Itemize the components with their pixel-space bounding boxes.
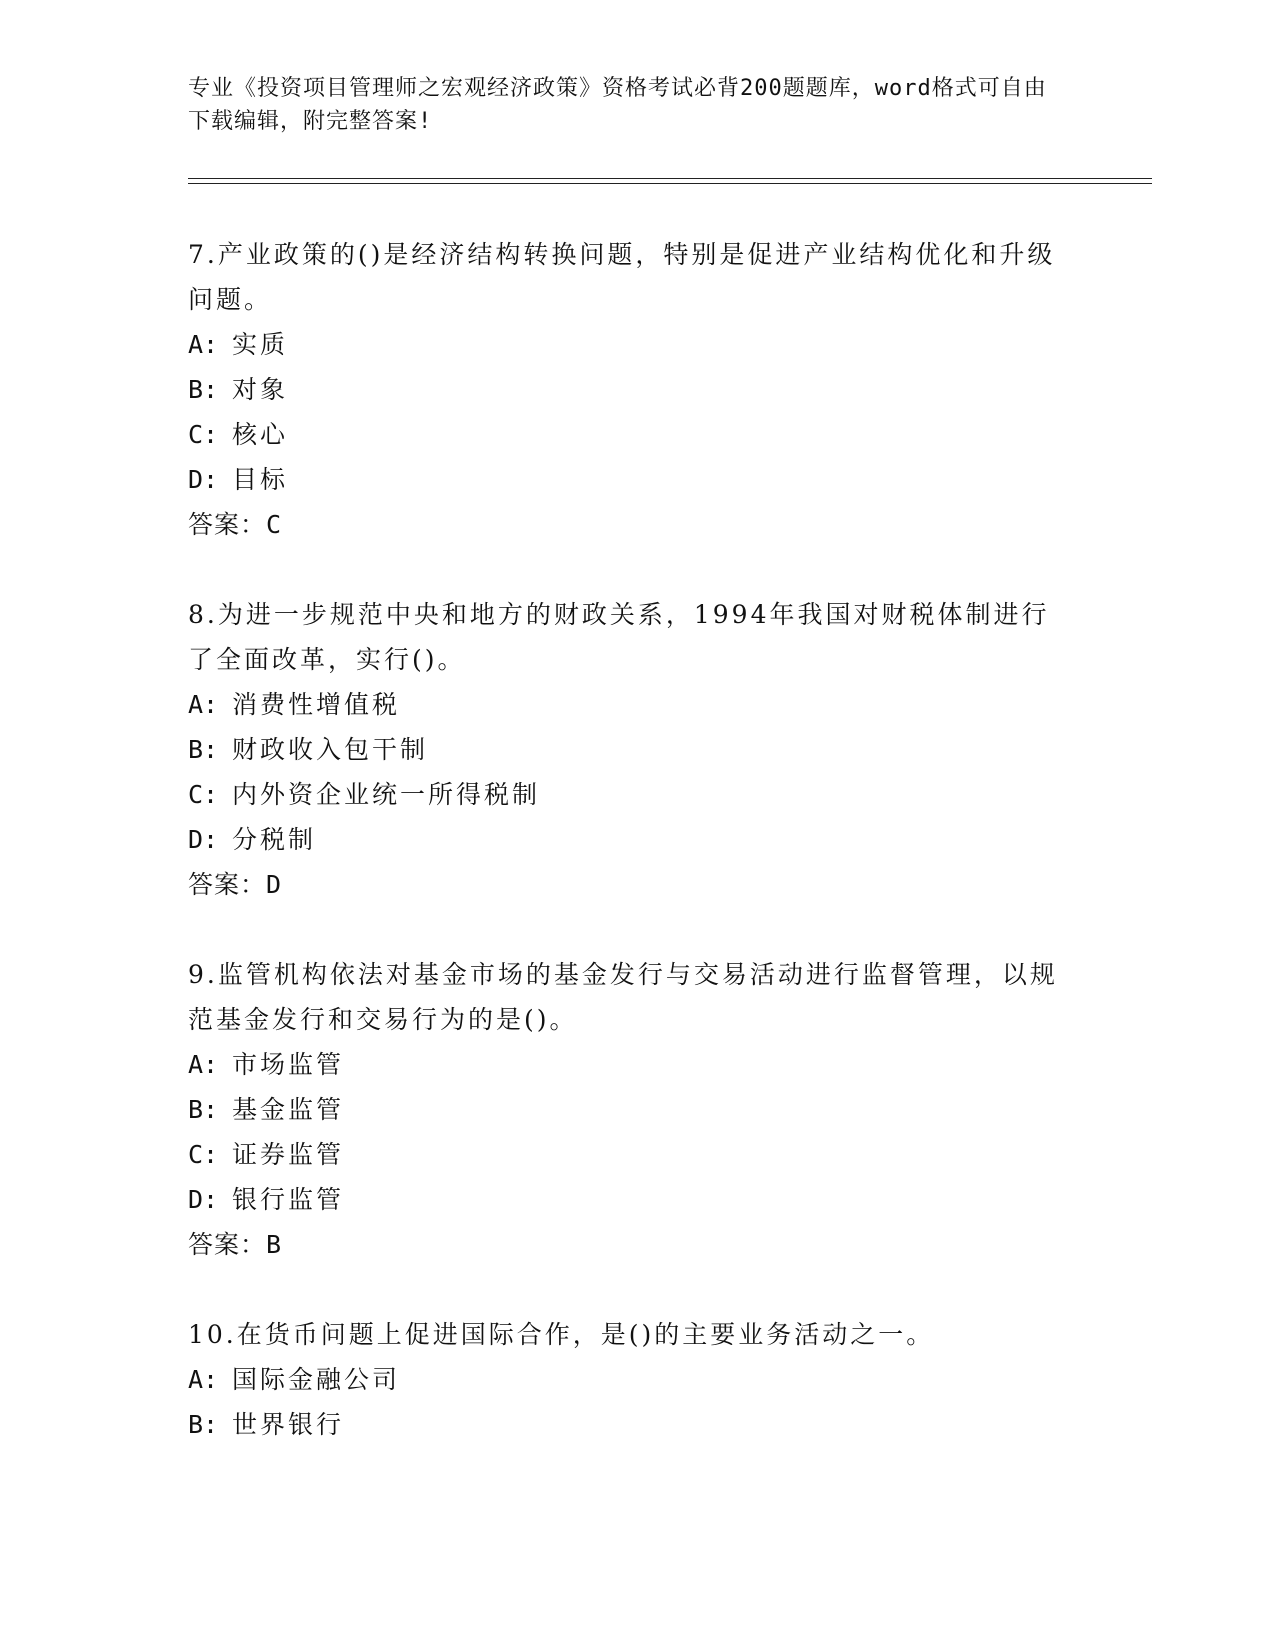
option-a: [188, 1357, 1068, 1402]
option-text: 世界银行: [232, 1410, 345, 1439]
option-letter: A:: [188, 1365, 219, 1394]
answer-label: 答案：: [188, 870, 267, 899]
option-c: [188, 772, 1068, 817]
question-stem: 7.产业政策的()是经济结构转换问题，特别是促进产业结构优化和升级问题。: [188, 240, 1056, 314]
question-item: [188, 592, 1068, 907]
option-letter: C:: [188, 420, 219, 449]
option-b: [188, 1087, 1068, 1132]
question-item: [188, 1312, 1068, 1447]
option-text: 国际金融公司: [232, 1365, 401, 1394]
option-letter: A:: [188, 690, 219, 719]
option-letter: D:: [188, 825, 219, 854]
option-text: 财政收入包干制: [232, 735, 429, 764]
option-a: [188, 322, 1068, 367]
option-text: 基金监管: [232, 1095, 345, 1124]
option-letter: B:: [188, 1095, 219, 1124]
option-text: 分税制: [232, 825, 317, 854]
option-letter: B:: [188, 735, 219, 764]
option-letter: D:: [188, 1185, 219, 1214]
answer-value: D: [266, 870, 283, 899]
option-text: 核心: [232, 420, 289, 449]
option-text: 消费性增值税: [232, 690, 401, 719]
option-d: [188, 817, 1068, 862]
question-item: [188, 232, 1068, 547]
option-d: [188, 1177, 1068, 1222]
header-divider-top: [188, 178, 1152, 179]
answer-value: C: [266, 510, 283, 539]
question-stem: 10.在货币问题上促进国际合作，是()的主要业务活动之一。: [188, 1320, 935, 1349]
question-stem: 8.为进一步规范中央和地方的财政关系，1994年我国对财税体制进行了全面改革，实行()。: [188, 600, 1050, 674]
option-text: 对象: [232, 375, 289, 404]
option-c: [188, 412, 1068, 457]
option-text: 目标: [232, 465, 289, 494]
answer-line: [188, 862, 1068, 907]
question-stem: 9.监管机构依法对基金市场的基金发行与交易活动进行监督管理，以规范基金发行和交易行为的是()。: [188, 960, 1058, 1034]
option-text: 银行监管: [232, 1185, 345, 1214]
question-item: [188, 952, 1068, 1267]
document-header: 专业《投资项目管理师之宏观经济政策》资格考试必背200题题库，word格式可自由下载编辑，附完整答案!: [188, 76, 1047, 134]
answer-label: 答案：: [188, 1230, 267, 1259]
option-letter: D:: [188, 465, 219, 494]
option-text: 证券监管: [232, 1140, 345, 1169]
question-list: [188, 232, 1068, 1492]
option-b: [188, 367, 1068, 412]
option-d: [188, 457, 1068, 502]
option-text: 实质: [232, 330, 289, 359]
option-letter: A:: [188, 330, 219, 359]
option-text: 市场监管: [232, 1050, 345, 1079]
option-a: [188, 682, 1068, 727]
answer-line: [188, 1222, 1068, 1267]
option-letter: B:: [188, 375, 219, 404]
option-text: 内外资企业统一所得税制: [232, 780, 541, 809]
answer-label: 答案：: [188, 510, 267, 539]
option-a: [188, 1042, 1068, 1087]
option-b: [188, 1402, 1068, 1447]
option-letter: C:: [188, 780, 219, 809]
option-b: [188, 727, 1068, 772]
option-c: [188, 1132, 1068, 1177]
answer-value: B: [266, 1230, 283, 1259]
header-divider-bottom: [188, 183, 1152, 184]
option-letter: C:: [188, 1140, 219, 1169]
option-letter: B:: [188, 1410, 219, 1439]
answer-line: [188, 502, 1068, 547]
option-letter: A:: [188, 1050, 219, 1079]
